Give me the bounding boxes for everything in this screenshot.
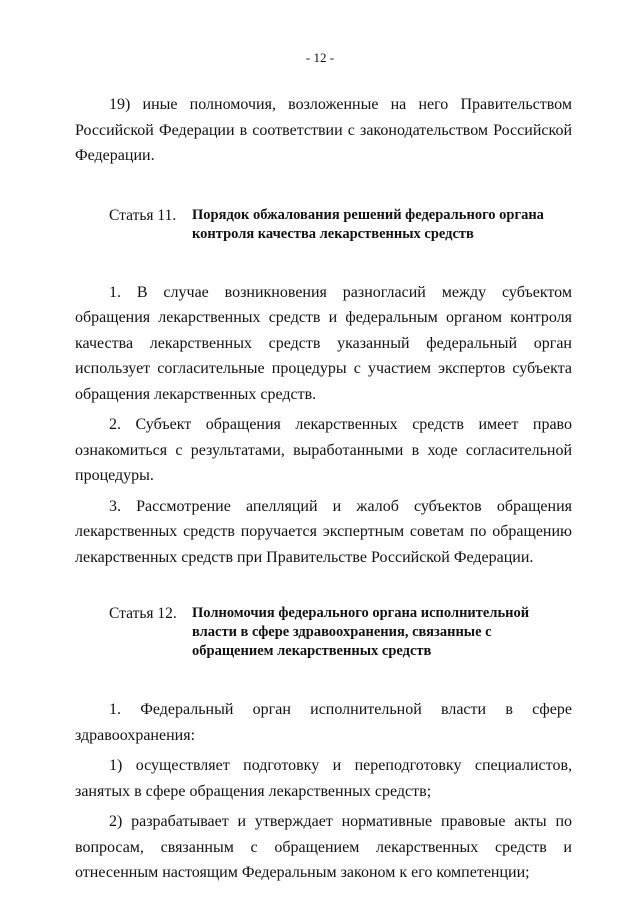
article-12-paragraph-1: 1. Федеральный орган исполнительной власти в сфере здравоохранения:: [75, 701, 572, 744]
article-11-paragraph-3: 3. Рассмотрение апелляций и жалоб субъектов обращения лекарственных средств поручается экспертным советам по обращению лекарственных средств при Правительстве Российской Федерации.: [75, 497, 572, 566]
article-11-heading: [109, 206, 572, 244]
article-12-label: Статья 12.: [109, 605, 177, 622]
article-11-paragraph-2: 2. Субъект обращения лекарственных средств имеет право ознакомиться с результатами, выработанными в ходе согласительной процедуры.: [75, 416, 572, 484]
page-number: - 12 -: [305, 50, 335, 65]
article-11-label: Статья 11.: [109, 206, 177, 224]
article-12-item-2: 2) разрабатывает и утверждает нормативные правовые акты по вопросам, связанным с обращением лекарственных средств и отнесенным настоящим Федеральным законом к его компетенции;: [75, 813, 572, 881]
list-item-19: 19) иные полномочия, возложенные на него Правительством Российской Федерации в соответствии с законодательством Российской Федерации.: [75, 96, 572, 164]
article-12-item-1: 1) осуществляет подготовку и переподготовку специалистов, занятых в сфере обращения лекарственных средств;: [75, 757, 572, 800]
article-12-heading: [109, 604, 572, 661]
article-11-title: Порядок обжалования решений федерального органа контроля качества лекарственных средств: [192, 206, 544, 242]
article-12-title: Полномочия федерального органа исполнительной власти в сфере здравоохранения, связанные с обращением лекарственных средств: [192, 605, 530, 659]
document-body: [75, 92, 572, 886]
article-11-paragraph-1: 1. В случае возникновения разногласий между субъектом обращения лекарственных средств и федеральным органом контроля качества лекарственных средств указанный федеральный орган использует согласительные процедуры с участием экспертов субъекта обращения лекарственных средств.: [75, 283, 572, 403]
